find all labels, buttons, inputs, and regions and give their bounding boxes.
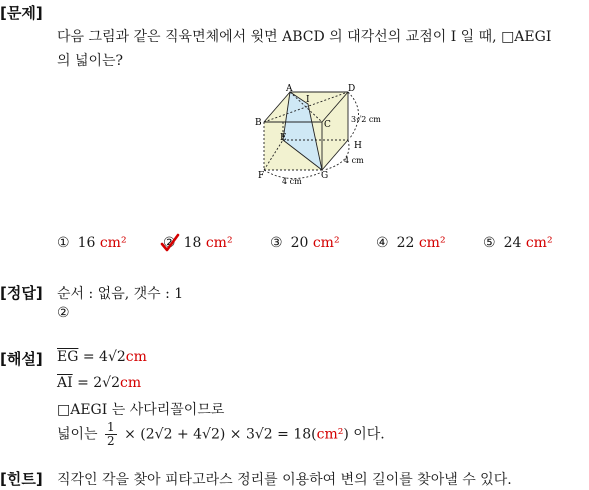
choice-number: ⑤ — [483, 235, 496, 251]
choice-number: ② — [163, 235, 176, 251]
choice-value: 24 — [503, 235, 522, 251]
choice-value: 22 — [396, 235, 415, 251]
choice-number: ③ — [270, 235, 283, 251]
fraction-numerator: 1 — [107, 420, 115, 434]
segment-ai: $\overline{AI}$ — [57, 375, 73, 391]
choice-2[interactable] — [163, 235, 233, 251]
eg-unit: cm — [125, 349, 147, 365]
choice-number: ① — [57, 235, 70, 251]
vertex-label: E — [280, 133, 287, 143]
eg-value: = 4√2 — [82, 349, 126, 365]
vertex-label: I — [306, 95, 310, 105]
area-suffix: ) 이다. — [343, 426, 385, 443]
dimension-label: 4 cm — [344, 156, 364, 165]
area-unit: cm² — [316, 426, 344, 443]
fraction-denominator: 2 — [107, 434, 115, 448]
ai-value: = 2√2 — [77, 375, 121, 391]
answer-tag: [정답] — [0, 284, 43, 302]
ai-unit: cm — [120, 375, 142, 391]
dimension-label: 3√2 cm — [351, 115, 381, 124]
answer-line2: ② — [57, 305, 70, 321]
hint-tag: [힌트] — [0, 470, 43, 488]
problem-tag: [문제] — [0, 4, 43, 22]
vertex-label: H — [354, 141, 362, 151]
choice-5[interactable] — [483, 235, 553, 251]
vertex-label: A — [286, 84, 293, 94]
choice-value: 16 — [77, 235, 96, 251]
choice-value: 20 — [290, 235, 309, 251]
vertex-label: D — [348, 84, 356, 94]
solution-line-eg — [57, 349, 147, 365]
choice-1[interactable] — [57, 235, 127, 251]
choice-unit: cm² — [525, 235, 553, 251]
cuboid-figure — [250, 82, 395, 188]
vertex-label: B — [255, 118, 262, 128]
choice-3[interactable] — [270, 235, 340, 251]
area-prefix: 넓이는 — [57, 426, 98, 443]
solution-line3: □AEGI 는 사다리꼴이므로 — [57, 402, 225, 418]
choice-unit: cm² — [205, 235, 233, 251]
checkmark-icon — [159, 232, 181, 254]
vertex-label: G — [321, 171, 329, 181]
vertex-label: C — [324, 120, 331, 130]
choice-value: 18 — [183, 235, 202, 251]
vertex-label: F — [258, 171, 265, 181]
choice-number: ④ — [376, 235, 389, 251]
problem-text-line2: 의 넓이는? — [57, 53, 124, 69]
answer-line1: 순서 : 없음, 갯수 : 1 — [57, 286, 184, 302]
area-expression: × (2√2 + 4√2) × 3√2 = 18( — [124, 426, 317, 443]
dimension-label: 4 cm — [282, 177, 302, 186]
hint-text: 직각인 각을 찾아 피타고라스 정리를 이용하여 변의 길이를 찾아낼 수 있다. — [57, 472, 512, 488]
problem-text-line1: 다음 그림과 같은 직육면체에서 윗면 ABCD 의 대각선의 교점이 I 일 때, □AEGI — [57, 29, 552, 45]
fraction-half — [105, 421, 117, 448]
choice-unit: cm² — [99, 235, 127, 251]
segment-eg: $\overline{EG}$ — [57, 349, 79, 365]
solution-tag: [해설] — [0, 350, 43, 368]
solution-line4 — [57, 421, 385, 448]
solution-line-ai — [57, 375, 141, 391]
choice-unit: cm² — [418, 235, 446, 251]
choice-unit: cm² — [312, 235, 340, 251]
choice-4[interactable] — [376, 235, 446, 251]
